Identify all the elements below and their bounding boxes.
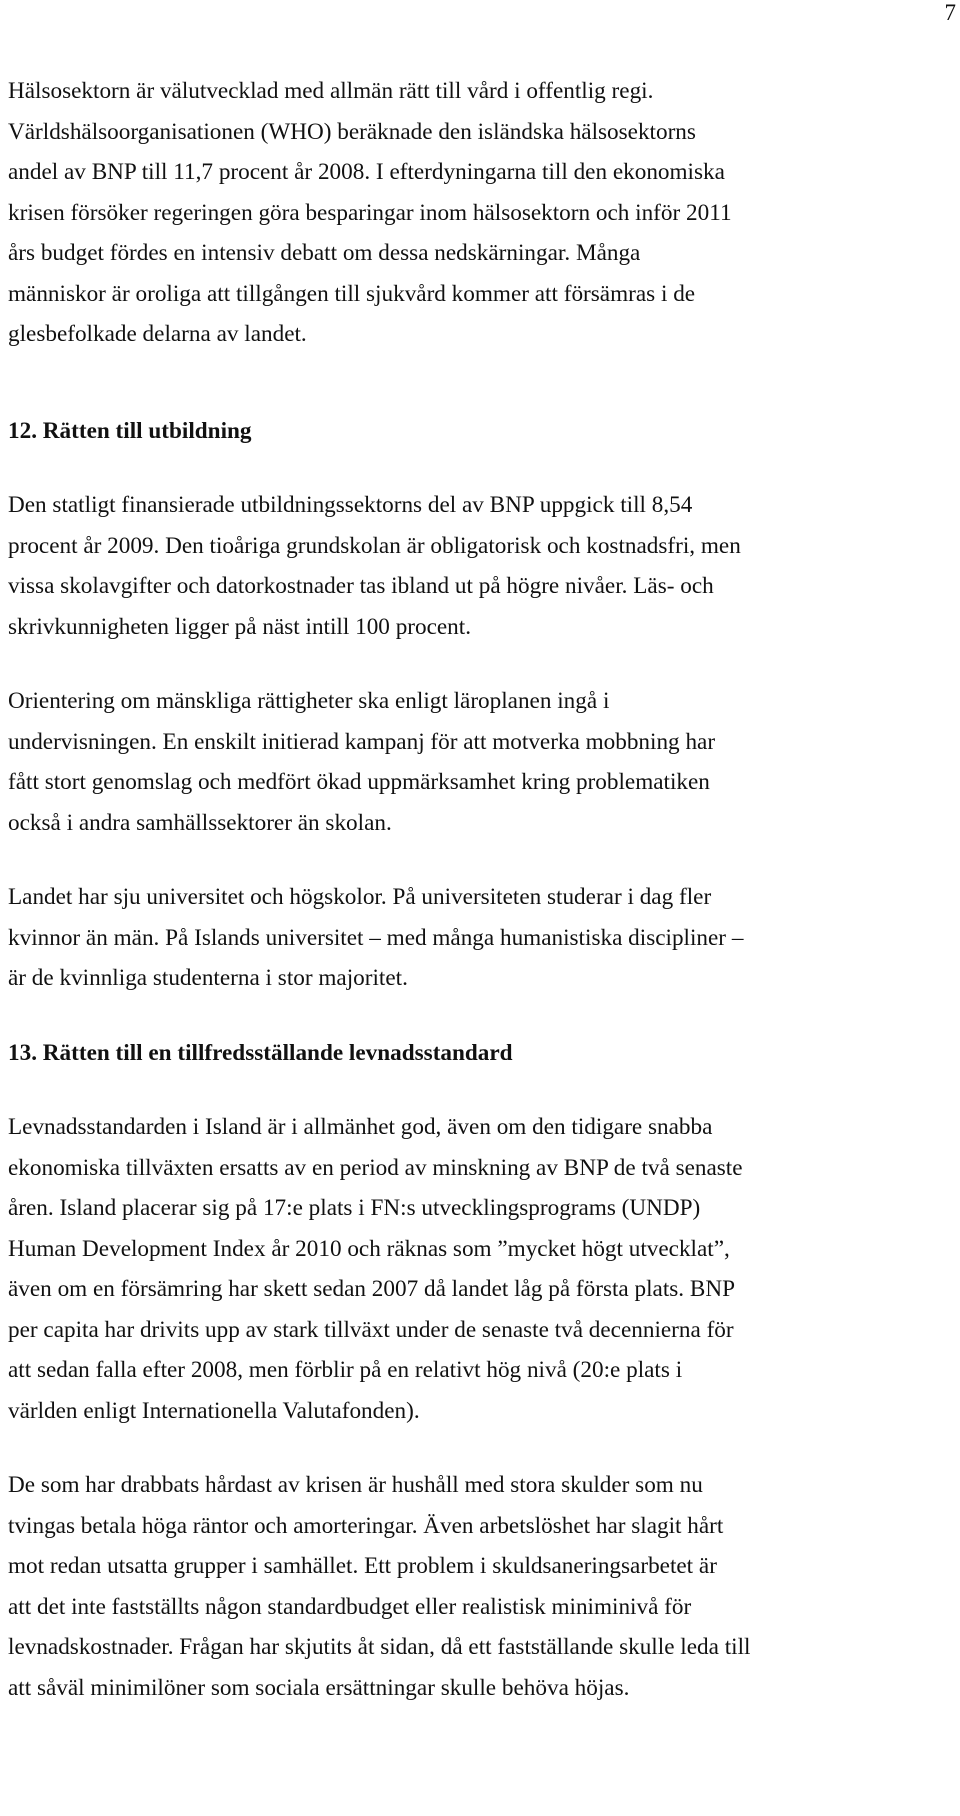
section-heading-education: 12. Rätten till utbildning [8, 417, 252, 444]
paragraph-crisis-households: De som har drabbats hårdast av krisen är hushåll med stora skulder som nu tvingas betala höga räntor och amorteringar. Även arbetslöshet har slagit hårt mot redan utsatta grupper i samhället. Ett problem i skuldsaneringsarbetet är att det inte fastställts någon standardbudget eller realistisk miniminivå för levnadskostnader. Frågan har skjutits åt sidan, då ett fastställande skulle leda till att såväl minimilöner som sociala ersättningar skulle behöva höjas. [8, 1472, 751, 1701]
document-body [8, 71, 960, 1708]
page-number: 7 [944, 0, 956, 25]
paragraph-universities: Landet har sju universitet och högskolor. På universiteten studerar i dag fler kvinnor än män. På Islands universitet – med många humanistiska discipliner – är de kvinnliga studenterna i stor majoritet. [8, 884, 744, 991]
paragraph-human-rights-curriculum: Orientering om mänskliga rättigheter ska enligt läroplanen ingå i undervisningen. En enskilt initierad kampanj för att motverka mobbning har fått stort genomslag och medfört ökad uppmärksamhet kring problematiken också i andra samhällssektorer än skolan. [8, 688, 716, 836]
paragraph-health-sector: Hälsosektorn är välutvecklad med allmän rätt till vård i offentlig regi. Världshälsoorganisationen (WHO) beräknade den isländska hälsosektorns andel av BNP till 11,7 procent år 2008. I efterdyningarna till den ekonomiska krisen försöker regeringen göra besparingar inom hälsosektorn och inför 2011 års budget fördes en intensiv debatt om dessa nedskärningar. Många människor är oroliga att tillgången till sjukvård kommer att försämras i de glesbefolkade delarna av landet. [8, 78, 732, 347]
paragraph-education-funding: Den statligt finansierade utbildningssektorns del av BNP uppgick till 8,54 procent år 2009. Den tioåriga grundskolan är obligatorisk och kostnadsfri, men vissa skolavgifter och datorkostnader tas ibland ut på högre nivåer. Läs- och skrivkunnigheten ligger på näst intill 100 procent. [8, 492, 741, 640]
paragraph-living-standard: Levnadsstandarden i Island är i allmänhet god, även om den tidigare snabba ekonomiska tillväxten ersatts av en period av minskning av BNP de två senaste åren. Island placerar sig på 17:e plats i FN:s utvecklingsprograms (UNDP) Human Development Index år 2010 och räknas som ”mycket högt utvecklat”, även om en försämring har skett sedan 2007 då landet låg på första plats. BNP per capita har drivits upp av stark tillväxt under de senaste två decennierna för att sedan falla efter 2008, men förblir på en relativt hög nivå (20:e plats i världen enligt Internationella Valutafonden). [8, 1114, 743, 1424]
section-heading-living-standard: 13. Rätten till en tillfredsställande levnadsstandard [8, 1039, 513, 1066]
